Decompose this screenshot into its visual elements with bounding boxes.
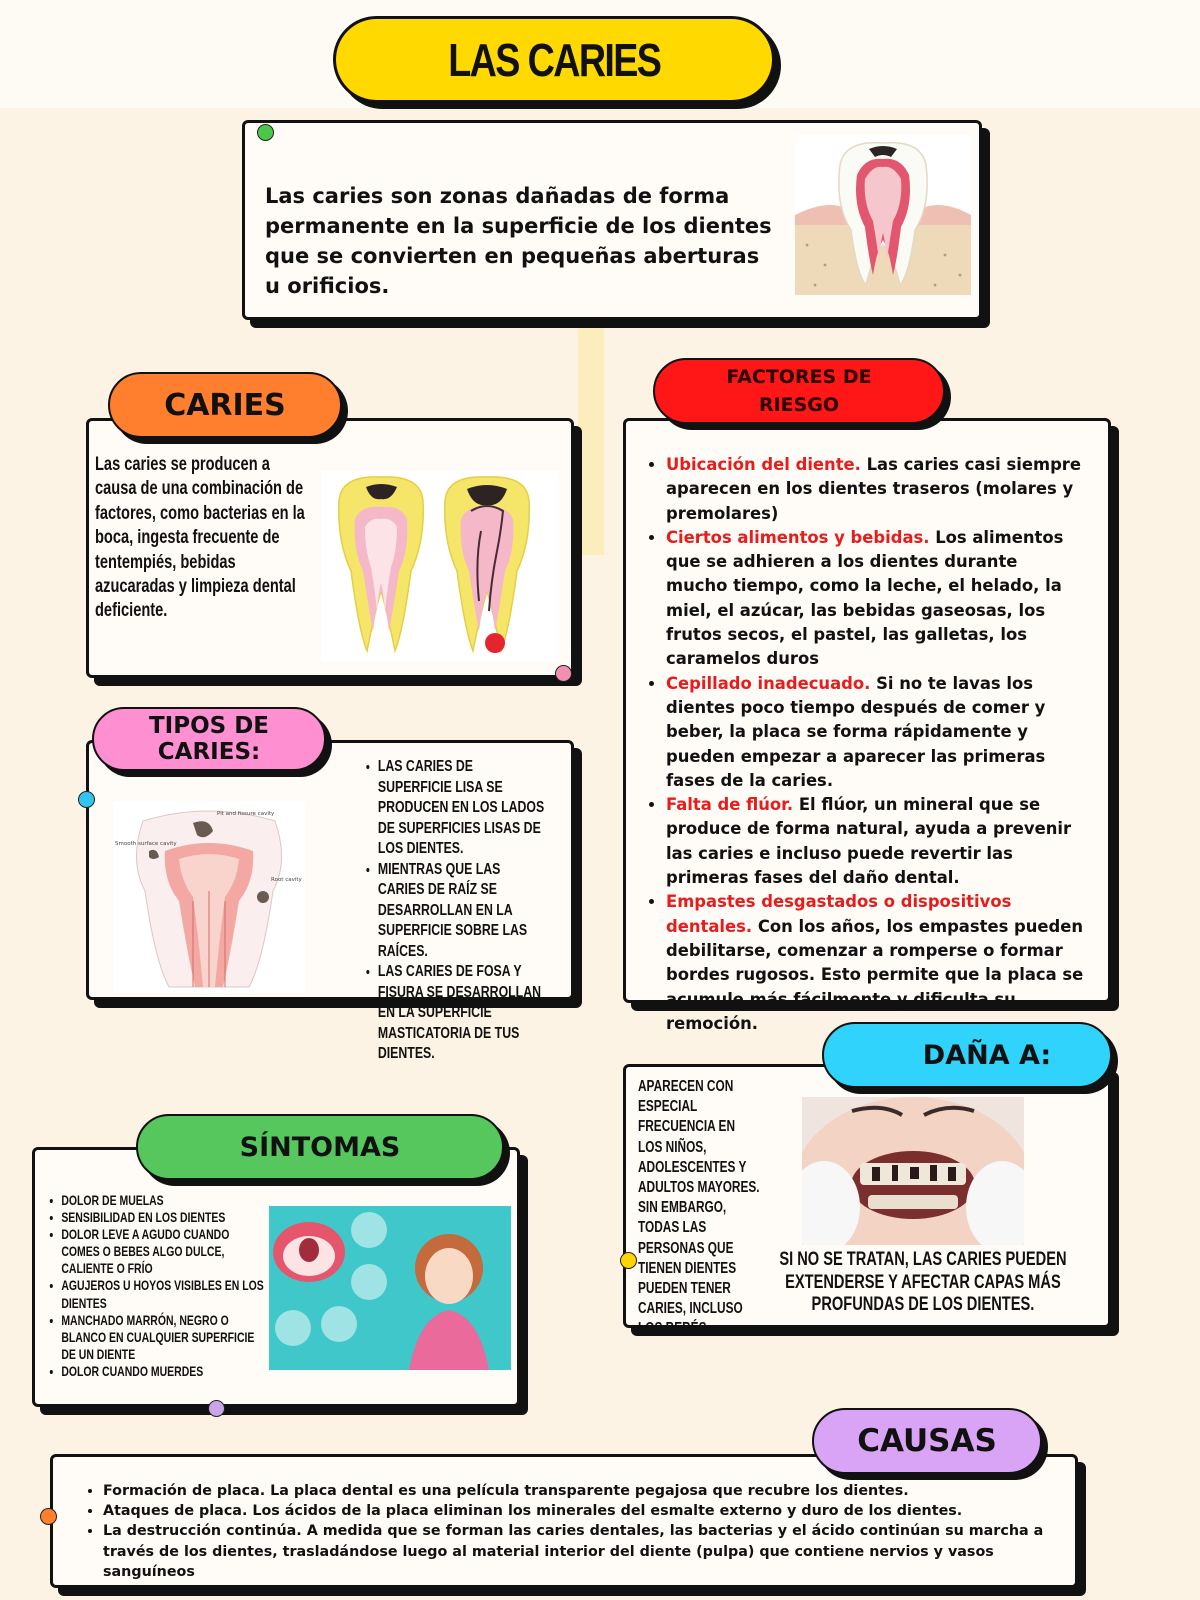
dana-left-text: APARECEN CON ESPECIAL FRECUENCIA EN LOS NIÑOS, ADOLESCENTES Y ADULTOS MAYORES. SIN EMBARGO, TODAS LAS PERSONAS QUE TIENEN DIENTES PUEDEN TENER CARIES, INCLUSO LOS BEBÉS. bbox=[638, 1078, 760, 1338]
caries-heading: CARIES bbox=[164, 387, 286, 423]
causa-item: • La destrucción continúa. A medida que se forman las caries dentales, las bacterias y el ácido continúan su marcha a través de los dientes, trasladándose luego al material interior del diente (pulpa) que contiene nervios y vasos sanguíneos bbox=[103, 1521, 1045, 1582]
cavity-types-diagram-icon bbox=[113, 801, 305, 993]
caries-dot bbox=[555, 665, 572, 682]
dana-bottom-text: SI NO SE TRATAN, LAS CARIES PUEDEN EXTENDERSE Y AFECTAR CAPAS MÁS PROFUNDAS DE LOS DIENTES. bbox=[779, 1249, 1067, 1315]
factor-text: El flúor, un mineral que se produce de forma natural, ayuda a prevenir las caries e incluso puede revertir las primeras fases del daño dental. bbox=[666, 795, 1072, 888]
factor-item bbox=[666, 890, 1084, 1036]
factores-list bbox=[644, 453, 1084, 1036]
caries-card bbox=[86, 418, 574, 678]
factor-lead: Cepillado inadecuado. bbox=[666, 673, 871, 693]
caries-teeth-icon bbox=[321, 471, 559, 661]
title-pill bbox=[333, 16, 775, 103]
symptoms-illustration-icon bbox=[269, 1206, 511, 1370]
dana-pill bbox=[822, 1022, 1112, 1088]
sintoma-item: • SENSIBILIDAD EN LOS DIENTES bbox=[61, 1209, 269, 1226]
pit-fissure-label: Pit and fissure cavity bbox=[217, 811, 275, 817]
dana-dot bbox=[620, 1252, 637, 1269]
dana-heading: DAÑA A: bbox=[922, 1039, 1052, 1071]
child-mouth-photo-icon bbox=[802, 1097, 1024, 1245]
causas-heading: CAUSAS bbox=[857, 1423, 997, 1459]
intro-text: Las caries son zonas dañadas de forma permanente en la superficie de los dientes que se convierten en pequeñas aberturas u orificios. bbox=[265, 184, 772, 298]
tipos-item: • LAS CARIES DE FOSA Y FISURA SE DESARROLLAN EN LA SUPERFICIE MASTICATORIA DE TUS DIENTES. bbox=[378, 962, 546, 1065]
sintoma-item: • AGUJEROS U HOYOS VISIBLES EN LOS DIENTES bbox=[61, 1277, 269, 1311]
sintoma-item: • DOLOR CUANDO MUERDES bbox=[61, 1363, 269, 1380]
factor-item bbox=[666, 453, 1084, 526]
sintoma-item: • MANCHADO MARRÓN, NEGRO O BLANCO EN CUALQUIER SUPERFICIE DE UN DIENTE bbox=[61, 1312, 269, 1363]
symptoms-illustration bbox=[269, 1206, 511, 1370]
tipos-card bbox=[86, 740, 574, 1062]
tipos-item: • MIENTRAS QUE LAS CARIES DE RAÍZ SE DESARROLLAN EN LA SUPERFICIE SOBRE LAS RAÍCES. bbox=[378, 860, 546, 963]
factor-text: Con los años, los empastes pueden debilitarse, comenzar a romperse o formar bordes rugosos. Esto permite que la placa se acumule más fácilmente y dificulta su remoción. bbox=[666, 916, 1084, 1033]
factor-item bbox=[666, 526, 1084, 672]
sintomas-dot bbox=[208, 1400, 225, 1417]
caries-pill bbox=[108, 372, 342, 438]
factor-text: Las caries casi siempre aparecen en los dientes traseros (molares y premolares) bbox=[666, 455, 1081, 523]
intro-card bbox=[242, 120, 982, 320]
sintoma-item: • DOLOR DE MUELAS bbox=[61, 1192, 269, 1209]
caries-text: Las caries se producen a causa de una combinación de factores, como bacterias en la boca, ingesta frecuente de tentempiés, bebidas azucaradas y limpieza dental deficiente. bbox=[95, 454, 305, 622]
tipos-list bbox=[364, 757, 546, 1065]
factor-item bbox=[666, 793, 1084, 890]
factores-card bbox=[623, 418, 1111, 1033]
factor-lead: Empastes desgastados o dispositivos dentales. bbox=[666, 892, 1012, 936]
tooth-cross-section-image bbox=[795, 135, 971, 295]
causas-card bbox=[50, 1454, 1078, 1588]
sintomas-heading: SÍNTOMAS bbox=[239, 1131, 401, 1163]
root-cavity-label: Root cavity bbox=[271, 877, 302, 883]
smooth-surface-label: Smooth surface cavity bbox=[115, 841, 177, 847]
factor-text: Los alimentos que se adhieren a los dientes durante mucho tiempo, como la leche, el helado, la miel, el azúcar, las bebidas gaseosas, los frutos secos, el pastel, las galletas, los caramelos duros bbox=[666, 527, 1064, 669]
tipos-pill bbox=[92, 707, 326, 771]
intro-dot bbox=[257, 124, 274, 141]
caries-teeth-image bbox=[321, 471, 559, 661]
factor-lead: Ciertos alimentos y bebidas. bbox=[666, 527, 930, 547]
dana-card bbox=[623, 1064, 1111, 1338]
tipos-heading: TIPOS DE CARIES: bbox=[148, 713, 270, 765]
sintomas-card bbox=[32, 1147, 520, 1407]
causas-pill bbox=[812, 1408, 1042, 1474]
factor-text: Si no te lavas los dientes poco tiempo después de comer y beber, la placa se forma rápidamente y pueden empezar a aparecer las primeras fases de la caries. bbox=[666, 673, 1046, 790]
tooth-cross-section-icon bbox=[795, 135, 971, 295]
factor-lead: Ubicación del diente. bbox=[666, 455, 861, 474]
tipos-diagram-image bbox=[113, 801, 305, 993]
sintomas-list bbox=[49, 1192, 269, 1380]
child-teeth-photo bbox=[802, 1097, 1024, 1245]
factores-heading: FACTORES DE RIESGO bbox=[726, 366, 872, 416]
causas-dot bbox=[40, 1508, 57, 1525]
factores-pill bbox=[653, 358, 945, 424]
factor-lead: Falta de flúor. bbox=[666, 795, 794, 815]
sintomas-pill bbox=[136, 1114, 504, 1180]
causas-list bbox=[85, 1481, 1045, 1582]
sintoma-item: • DOLOR LEVE A AGUDO CUANDO COMES O BEBES ALGO DULCE, CALIENTE O FRÍO bbox=[61, 1226, 269, 1277]
tipos-item: • LAS CARIES DE SUPERFICIE LISA SE PRODUCEN EN LOS LADOS DE SUPERFICIES LISAS DE LOS DIENTES. bbox=[378, 757, 546, 860]
tipos-dot bbox=[78, 791, 95, 808]
causa-item: • Formación de placa. La placa dental es una película transparente pegajosa que recubre los dientes. bbox=[103, 1481, 1045, 1501]
causa-item: • Ataques de placa. Los ácidos de la placa eliminan los minerales del esmalte externo y duro de los dientes. bbox=[103, 1501, 1045, 1521]
page-title: LAS CARIES bbox=[447, 33, 661, 86]
connector-line bbox=[578, 320, 604, 555]
factor-item bbox=[666, 672, 1084, 793]
